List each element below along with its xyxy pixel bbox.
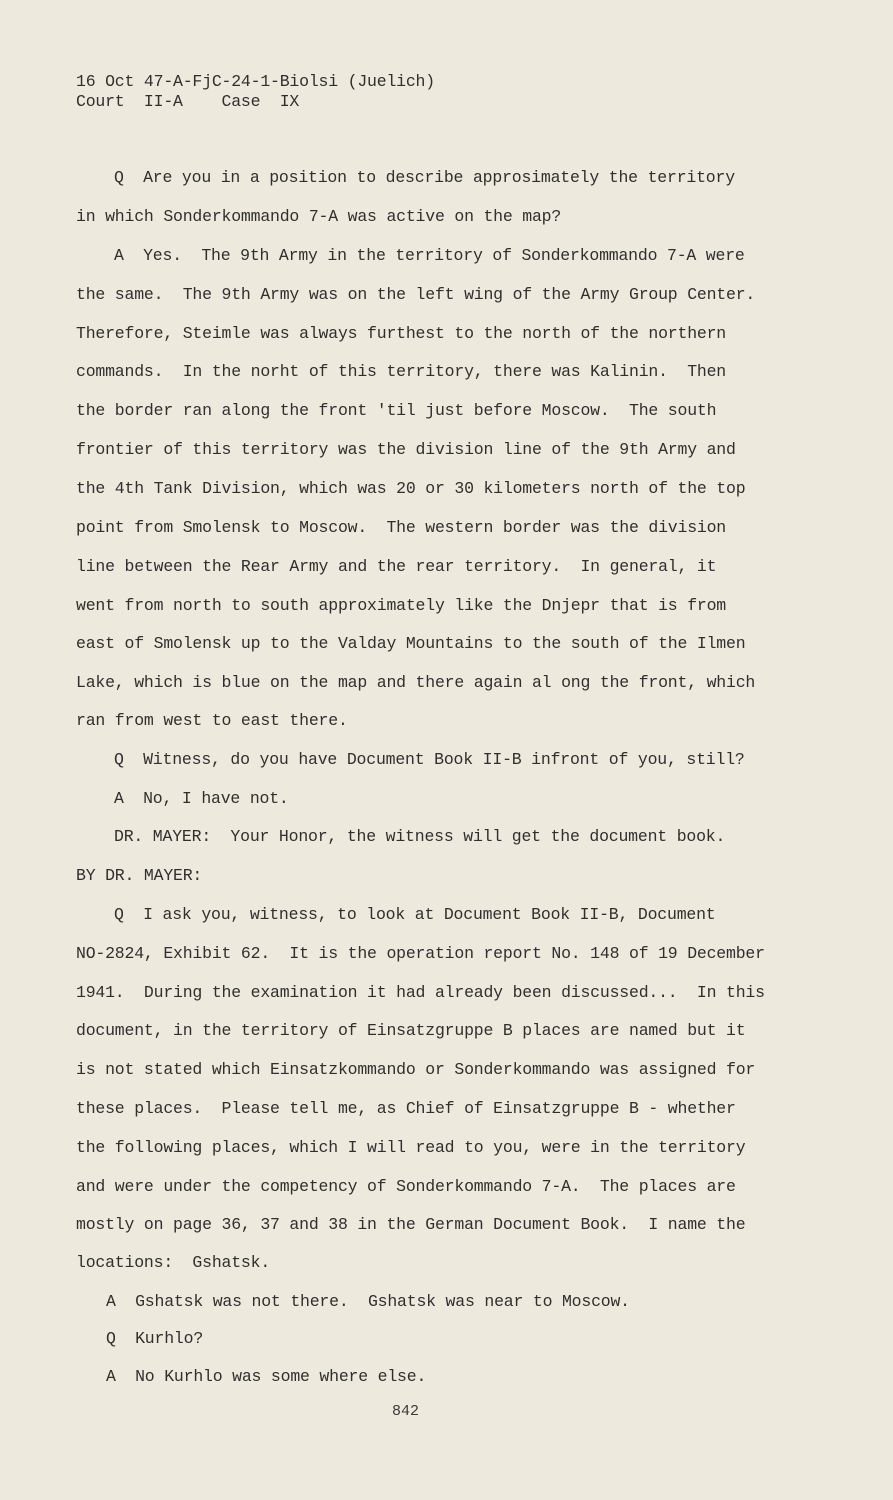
body-line: BY DR. MAYER: — [76, 866, 203, 885]
body-line: went from north to south approximately like the Dnjepr that is from — [76, 596, 727, 615]
body-line: and were under the competency of Sonderkommando 7-A. The places are — [76, 1177, 736, 1196]
body-line: is not stated which Einsatzkommando or Sonderkommando was assigned for — [76, 1060, 756, 1079]
body-line: NO-2824, Exhibit 62. It is the operation report No. 148 of 19 December — [76, 944, 765, 963]
body-line: the following places, which I will read to you, were in the territory — [76, 1138, 746, 1157]
body-line: 1941. During the examination it had already been discussed... In this — [76, 983, 765, 1002]
header-line-2: Court II-A Case IX — [76, 92, 300, 111]
body-line: the border ran along the front 'til just before Moscow. The south — [76, 401, 717, 420]
body-line: Therefore, Steimle was always furthest to the north of the northern — [76, 324, 727, 343]
body-line: ran from west to east there. — [76, 711, 348, 730]
body-line: in which Sonderkommando 7-A was active on the map? — [76, 207, 562, 226]
body-line: Q Witness, do you have Document Book II-B infront of you, still? — [114, 750, 745, 769]
body-line: point from Smolensk to Moscow. The western border was the division — [76, 518, 727, 537]
body-line: line between the Rear Army and the rear territory. In general, it — [76, 557, 717, 576]
body-line: locations: Gshatsk. — [76, 1253, 271, 1272]
body-line: these places. Please tell me, as Chief of Einsatzgruppe B - whether — [76, 1099, 736, 1118]
body-line: A No, I have not. — [114, 789, 289, 808]
body-line: east of Smolensk up to the Valday Mountains to the south of the Ilmen — [76, 634, 746, 653]
body-line: mostly on page 36, 37 and 38 in the German Document Book. I name the — [76, 1215, 746, 1234]
body-line: commands. In the norht of this territory, there was Kalinin. Then — [76, 362, 727, 381]
body-line: document, in the territory of Einsatzgruppe B places are named but it — [76, 1021, 746, 1040]
body-line: the 4th Tank Division, which was 20 or 30 kilometers north of the top — [76, 479, 746, 498]
body-line: the same. The 9th Army was on the left wing of the Army Group Center. — [76, 285, 756, 304]
body-line: frontier of this territory was the division line of the 9th Army and — [76, 440, 736, 459]
body-line: Q I ask you, witness, to look at Document Book II-B, Document — [114, 905, 716, 924]
body-line: A No Kurhlo was some where else. — [106, 1367, 427, 1386]
header-line-1: 16 Oct 47-A-FjC-24-1-Biolsi (Juelich) — [76, 72, 435, 91]
body-line: Q Kurhlo? — [106, 1329, 204, 1348]
body-line: Lake, which is blue on the map and there again al ong the front, which — [76, 673, 756, 692]
body-line: DR. MAYER: Your Honor, the witness will get the document book. — [114, 827, 726, 846]
page-number: 842 — [392, 1403, 420, 1420]
body-line: A Gshatsk was not there. Gshatsk was near to Moscow. — [106, 1292, 630, 1311]
body-line: Q Are you in a position to describe approsimately the territory — [114, 168, 735, 187]
body-line: A Yes. The 9th Army in the territory of Sonderkommando 7-A were — [114, 246, 745, 265]
